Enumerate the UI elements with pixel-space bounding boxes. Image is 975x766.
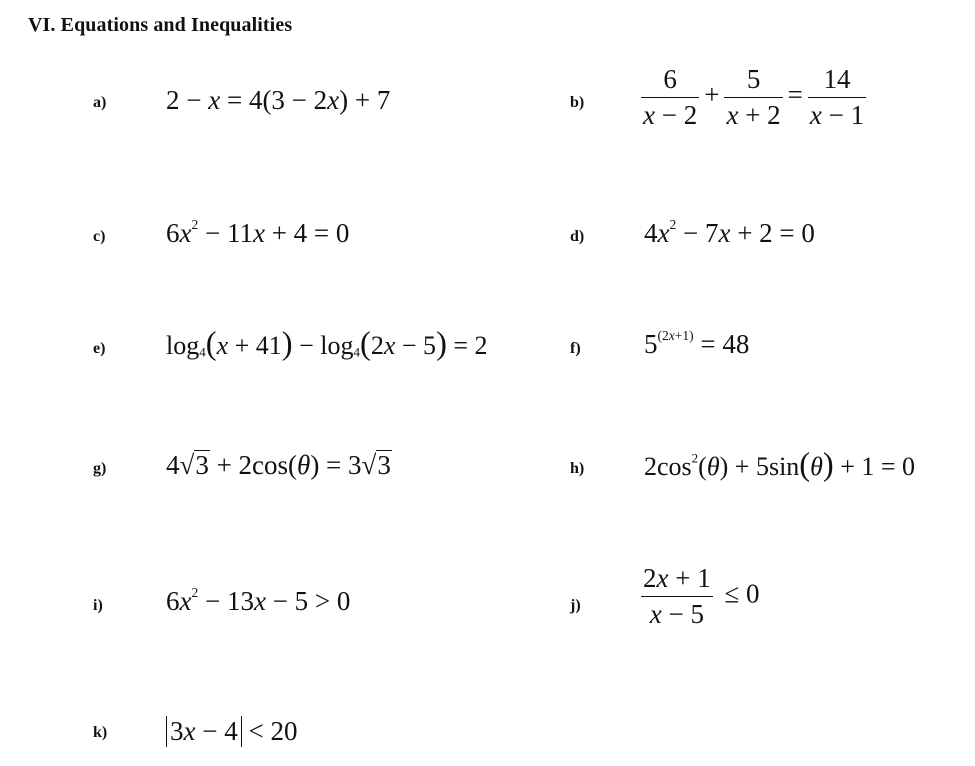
problem-label-b: b): [570, 94, 585, 111]
section-title: VI. Equations and Inequalities: [28, 14, 293, 36]
problem-label-c: c): [93, 228, 106, 245]
equation-d: $4x^2 - 7x + 2 = 0$: [644, 217, 815, 248]
sqrt-sign: √3: [361, 450, 391, 480]
equation-g: 4√3 + 2cos(θ) = 3√3: [166, 450, 391, 480]
problem-label-f: f): [570, 340, 581, 357]
equation-k: 3x − 4 < 20: [166, 716, 297, 747]
problem-label-h: h): [570, 460, 585, 477]
problem-label-i: i): [93, 597, 103, 614]
problem-label-e: e): [93, 340, 106, 357]
problem-label-a: a): [93, 94, 107, 111]
equation-c: $6x^2 - 11x + 4 = 0$: [166, 217, 350, 248]
equation-i: $6x^2 - 13x - 5 > 0$: [166, 585, 351, 616]
problem-label-d: d): [570, 228, 585, 245]
sqrt-sign: √3: [179, 450, 209, 480]
equation-h: $2\cos^2(\theta) + 5\sin(\theta) + 1 = 0$: [644, 447, 916, 483]
equation-a: 2 − x = 4(3 − 2x) + 7: [166, 85, 391, 115]
problem-label-k: k): [93, 724, 108, 741]
equation-b: $\frac{6}{x - 2}$ + $\frac{5}{x + 2}$ = $\frac{14}{x - 1}$: [643, 64, 865, 130]
problem-label-j: j): [570, 597, 581, 614]
problem-label-g: g): [93, 460, 107, 477]
absolute-value: 3x − 4: [166, 716, 242, 747]
equation-f: $5^{(2x+1)} = 48$: [644, 328, 750, 359]
equation-j: $\frac{2x + 1}{x - 5}$ ≤ 0: [643, 563, 760, 629]
equation-e: $\log_4(x + 41) - \log_4(2x - 5) = 2$: [166, 326, 488, 362]
